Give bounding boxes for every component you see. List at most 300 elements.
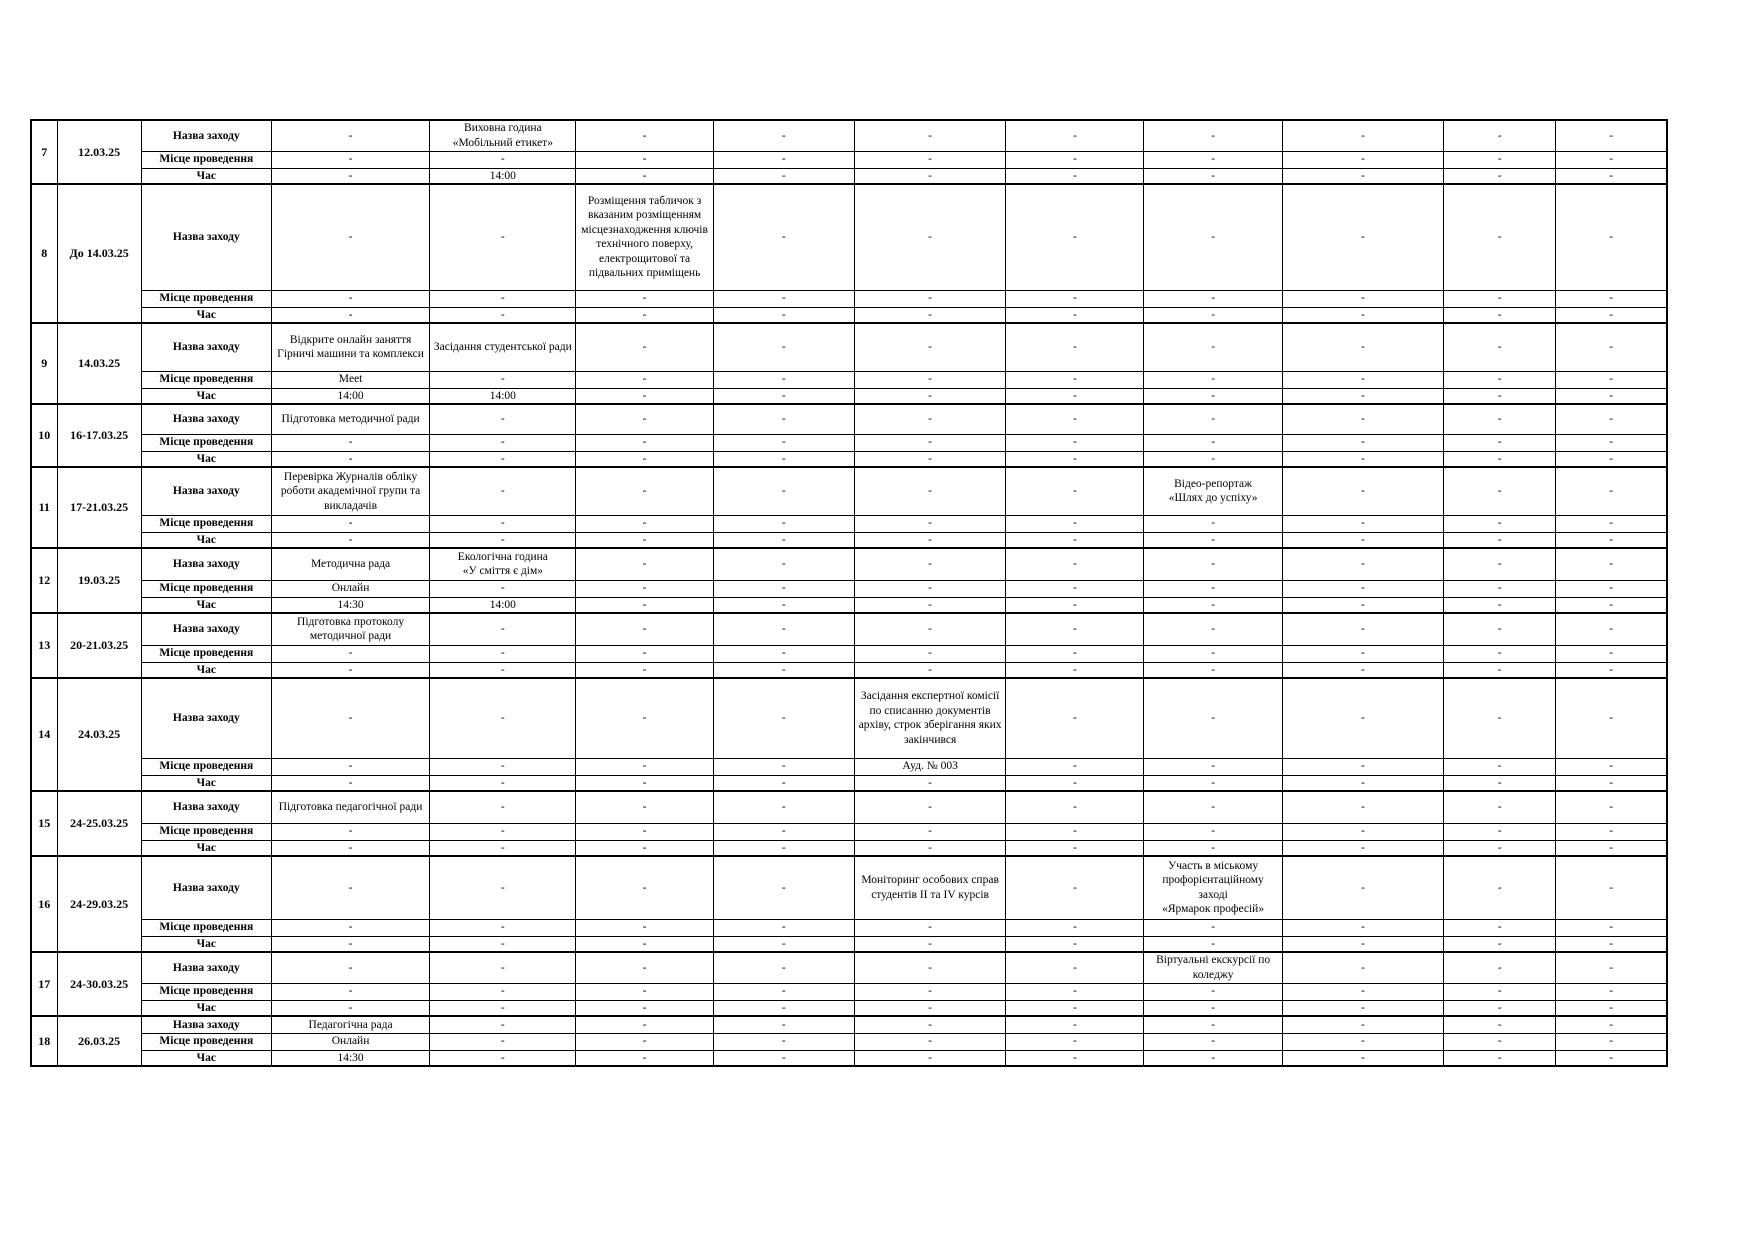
table-cell: - <box>1006 662 1144 678</box>
row-label-time: Час <box>141 840 271 856</box>
row-number: 18 <box>31 1016 57 1066</box>
row-label-time: Час <box>141 662 271 678</box>
table-cell: - <box>1144 791 1282 823</box>
table-cell: - <box>576 662 713 678</box>
table-cell: - <box>1282 515 1443 532</box>
table-cell: - <box>271 290 429 307</box>
table-cell: - <box>713 936 854 952</box>
table-cell: - <box>1444 678 1556 758</box>
table-cell: - <box>1556 532 1667 548</box>
table-cell: Розміщення табличок з вказаним розміщенням місцезнаходження ключів технічного поверху, електрощитової та підвальних приміщень <box>576 184 713 290</box>
table-cell: - <box>1556 184 1667 290</box>
table-cell: - <box>1282 823 1443 840</box>
table-cell: - <box>1282 532 1443 548</box>
table-cell: - <box>1144 404 1282 434</box>
table-cell: - <box>1556 1016 1667 1033</box>
table-cell: - <box>1556 791 1667 823</box>
table-row-time <box>31 388 1667 404</box>
row-label-name: Назва заходу <box>141 323 271 371</box>
table-cell: - <box>854 404 1005 434</box>
table-cell: - <box>713 451 854 467</box>
table-cell: - <box>1144 388 1282 404</box>
table-cell: - <box>430 936 576 952</box>
table-cell: - <box>430 775 576 791</box>
table-cell: - <box>1282 371 1443 388</box>
table-cell: - <box>430 856 576 919</box>
table-cell: - <box>1282 151 1443 168</box>
table-cell: - <box>1444 791 1556 823</box>
table-cell: - <box>1282 580 1443 597</box>
table-cell: - <box>430 645 576 662</box>
table-cell: - <box>430 451 576 467</box>
table-row-time <box>31 775 1667 791</box>
table-cell: Екологічна година «У сміття є дім» <box>430 548 576 580</box>
table-cell: - <box>713 307 854 323</box>
table-cell: - <box>576 758 713 775</box>
table-cell: Підготовка педагогічної ради <box>271 791 429 823</box>
row-label-place: Місце проведення <box>141 1033 271 1050</box>
table-cell: - <box>430 983 576 1000</box>
table-cell: - <box>1444 548 1556 580</box>
table-cell: - <box>1282 662 1443 678</box>
table-cell: - <box>1144 840 1282 856</box>
table-cell: - <box>854 371 1005 388</box>
table-row-place <box>31 371 1667 388</box>
table-cell: - <box>1556 323 1667 371</box>
table-cell: Meet <box>271 371 429 388</box>
table-cell: - <box>576 1000 713 1016</box>
table-cell: Педагогічна рада <box>271 1016 429 1033</box>
table-cell: Засідання студентської ради <box>430 323 576 371</box>
table-cell: - <box>1144 548 1282 580</box>
row-number: 17 <box>31 952 57 1016</box>
table-cell: - <box>1282 184 1443 290</box>
table-cell: - <box>1282 840 1443 856</box>
table-cell: - <box>576 678 713 758</box>
table-cell: 14:00 <box>430 168 576 184</box>
table-cell: - <box>1006 151 1144 168</box>
table-cell: - <box>1144 645 1282 662</box>
table-cell: - <box>1144 758 1282 775</box>
table-cell: - <box>1556 151 1667 168</box>
table-row-place <box>31 580 1667 597</box>
table-cell: - <box>1556 856 1667 919</box>
table-cell: - <box>576 775 713 791</box>
table-row-place <box>31 823 1667 840</box>
table-cell: - <box>1444 434 1556 451</box>
table-cell: - <box>430 371 576 388</box>
table-cell: - <box>1006 1050 1144 1066</box>
table-cell: - <box>576 371 713 388</box>
table-cell: - <box>430 840 576 856</box>
table-cell: Онлайн <box>271 580 429 597</box>
table-cell: - <box>713 580 854 597</box>
table-cell: - <box>1006 758 1144 775</box>
table-cell: - <box>1006 580 1144 597</box>
row-label-place: Місце проведення <box>141 151 271 168</box>
table-cell: - <box>1556 1050 1667 1066</box>
table-cell: - <box>1556 290 1667 307</box>
row-label-name: Назва заходу <box>141 952 271 983</box>
table-cell: - <box>1006 323 1144 371</box>
table-cell: - <box>1006 290 1144 307</box>
table-cell: - <box>854 597 1005 613</box>
table-row-time <box>31 597 1667 613</box>
table-cell: - <box>854 388 1005 404</box>
table-cell: - <box>271 184 429 290</box>
table-cell: - <box>713 323 854 371</box>
row-date: 14.03.25 <box>57 323 141 404</box>
table-cell: - <box>854 290 1005 307</box>
table-row-name <box>31 678 1667 758</box>
table-cell: - <box>1556 404 1667 434</box>
row-date: 24-30.03.25 <box>57 952 141 1016</box>
row-number: 13 <box>31 613 57 678</box>
table-cell: - <box>271 645 429 662</box>
table-row-place <box>31 919 1667 936</box>
table-cell: - <box>854 580 1005 597</box>
table-cell: - <box>1282 388 1443 404</box>
table-cell: - <box>1006 184 1144 290</box>
table-cell: - <box>1006 451 1144 467</box>
table-cell: - <box>271 936 429 952</box>
table-cell: - <box>854 919 1005 936</box>
table-cell: - <box>1556 168 1667 184</box>
table-cell: - <box>1006 613 1144 645</box>
row-number: 9 <box>31 323 57 404</box>
table-cell: - <box>854 613 1005 645</box>
row-label-name: Назва заходу <box>141 467 271 515</box>
table-cell: - <box>1006 532 1144 548</box>
table-cell: - <box>713 840 854 856</box>
row-label-name: Назва заходу <box>141 548 271 580</box>
table-cell: - <box>1444 936 1556 952</box>
table-cell: - <box>713 515 854 532</box>
row-label-name: Назва заходу <box>141 404 271 434</box>
table-cell: - <box>1282 791 1443 823</box>
table-cell: - <box>576 548 713 580</box>
table-cell: - <box>713 597 854 613</box>
row-label-place: Місце проведення <box>141 983 271 1000</box>
table-row-place <box>31 290 1667 307</box>
table-cell: - <box>1282 758 1443 775</box>
table-cell: - <box>430 613 576 645</box>
table-row-name <box>31 184 1667 290</box>
table-cell: - <box>854 1000 1005 1016</box>
table-cell: - <box>430 467 576 515</box>
table-cell: Відкрите онлайн заняття Гірничі машини та комплекси <box>271 323 429 371</box>
row-label-time: Час <box>141 388 271 404</box>
table-row-place <box>31 151 1667 168</box>
table-cell: - <box>1144 532 1282 548</box>
table-cell: - <box>430 823 576 840</box>
table-cell: - <box>1556 451 1667 467</box>
row-label-time: Час <box>141 597 271 613</box>
table-cell: - <box>713 151 854 168</box>
table-cell: - <box>1144 823 1282 840</box>
table-cell: - <box>576 983 713 1000</box>
table-cell: - <box>430 290 576 307</box>
table-cell: - <box>1444 184 1556 290</box>
table-cell: - <box>1144 662 1282 678</box>
table-cell: - <box>430 758 576 775</box>
table-cell: - <box>1282 323 1443 371</box>
table-cell: - <box>1006 1033 1144 1050</box>
table-cell: - <box>854 936 1005 952</box>
row-label-time: Час <box>141 1050 271 1066</box>
table-cell: - <box>1556 919 1667 936</box>
table-cell: - <box>576 120 713 151</box>
table-cell: - <box>854 952 1005 983</box>
table-cell: - <box>1282 307 1443 323</box>
table-cell: - <box>271 151 429 168</box>
table-cell: - <box>576 919 713 936</box>
row-label-time: Час <box>141 451 271 467</box>
table-cell: Підготовка методичної ради <box>271 404 429 434</box>
table-cell: - <box>576 1016 713 1033</box>
table-cell: - <box>1444 645 1556 662</box>
table-cell: - <box>1556 548 1667 580</box>
table-cell: - <box>1556 840 1667 856</box>
table-cell: - <box>1144 983 1282 1000</box>
table-cell: - <box>1144 434 1282 451</box>
table-cell: - <box>713 548 854 580</box>
table-cell: - <box>1282 936 1443 952</box>
table-cell: - <box>854 1033 1005 1050</box>
table-row-place <box>31 758 1667 775</box>
table-cell: - <box>713 467 854 515</box>
table-cell: - <box>1444 597 1556 613</box>
row-label-time: Час <box>141 168 271 184</box>
table-cell: - <box>430 515 576 532</box>
row-date: 17-21.03.25 <box>57 467 141 548</box>
table-cell: - <box>713 983 854 1000</box>
row-label-name: Назва заходу <box>141 120 271 151</box>
table-cell: - <box>576 307 713 323</box>
table-cell: - <box>854 662 1005 678</box>
table-cell: Моніторинг особових справ студентів ІІ та ІV курсів <box>854 856 1005 919</box>
table-cell: - <box>576 952 713 983</box>
row-label-name: Назва заходу <box>141 1016 271 1033</box>
events-schedule-table <box>30 119 1668 1067</box>
table-cell: - <box>1144 307 1282 323</box>
table-cell: - <box>430 1033 576 1050</box>
table-cell: - <box>1556 307 1667 323</box>
table-cell: - <box>1444 758 1556 775</box>
table-cell: - <box>1282 1000 1443 1016</box>
table-cell: - <box>1282 952 1443 983</box>
table-cell: - <box>1444 451 1556 467</box>
table-row-time <box>31 1050 1667 1066</box>
table-cell: - <box>713 823 854 840</box>
table-cell: - <box>1144 120 1282 151</box>
table-cell: - <box>713 1016 854 1033</box>
table-row-name <box>31 467 1667 515</box>
table-cell: - <box>1144 323 1282 371</box>
table-cell: - <box>713 919 854 936</box>
table-cell: - <box>1282 856 1443 919</box>
row-number: 8 <box>31 184 57 323</box>
table-cell: - <box>1444 467 1556 515</box>
table-cell: - <box>1444 307 1556 323</box>
table-cell: - <box>1006 120 1144 151</box>
row-label-place: Місце проведення <box>141 580 271 597</box>
table-cell: - <box>1006 678 1144 758</box>
table-cell: - <box>1444 404 1556 434</box>
table-cell: - <box>1282 1016 1443 1033</box>
table-cell: - <box>1282 120 1443 151</box>
table-cell: - <box>1282 290 1443 307</box>
table-cell: - <box>576 451 713 467</box>
table-cell: - <box>713 388 854 404</box>
table-cell: - <box>713 168 854 184</box>
table-cell: - <box>854 1050 1005 1066</box>
row-label-place: Місце проведення <box>141 919 271 936</box>
table-cell: - <box>1144 613 1282 645</box>
table-cell: - <box>854 1016 1005 1033</box>
table-cell: - <box>1444 388 1556 404</box>
table-cell: - <box>1006 823 1144 840</box>
row-label-time: Час <box>141 1000 271 1016</box>
row-date: 12.03.25 <box>57 120 141 184</box>
table-cell: - <box>576 168 713 184</box>
table-cell: - <box>430 307 576 323</box>
table-cell: - <box>854 791 1005 823</box>
table-cell: - <box>271 120 429 151</box>
table-cell: - <box>1006 1000 1144 1016</box>
table-cell: - <box>576 936 713 952</box>
table-cell: - <box>430 1016 576 1033</box>
row-date: 24-25.03.25 <box>57 791 141 856</box>
table-cell: - <box>1444 1016 1556 1033</box>
table-cell: - <box>1444 952 1556 983</box>
table-cell: - <box>1556 1000 1667 1016</box>
table-cell: - <box>1556 952 1667 983</box>
table-cell: - <box>1556 515 1667 532</box>
row-label-name: Назва заходу <box>141 678 271 758</box>
table-cell: - <box>1444 168 1556 184</box>
table-cell: - <box>1282 548 1443 580</box>
row-number: 11 <box>31 467 57 548</box>
table-cell: 14:30 <box>271 1050 429 1066</box>
table-cell: Засідання експертної комісії по списанню документів архіву, строк зберігання яких закінчився <box>854 678 1005 758</box>
row-label-place: Місце проведення <box>141 515 271 532</box>
row-label-place: Місце проведення <box>141 290 271 307</box>
table-cell: - <box>1282 983 1443 1000</box>
table-cell: - <box>854 823 1005 840</box>
table-cell: - <box>576 515 713 532</box>
row-date: 20-21.03.25 <box>57 613 141 678</box>
table-cell: - <box>271 434 429 451</box>
table-row-name <box>31 613 1667 645</box>
table-cell: - <box>854 120 1005 151</box>
table-row-name <box>31 323 1667 371</box>
table-cell: - <box>1006 840 1144 856</box>
row-label-name: Назва заходу <box>141 184 271 290</box>
table-cell: - <box>271 1000 429 1016</box>
table-cell: - <box>713 1000 854 1016</box>
table-cell: - <box>430 151 576 168</box>
row-number: 15 <box>31 791 57 856</box>
table-cell: - <box>854 548 1005 580</box>
table-cell: - <box>1006 952 1144 983</box>
table-row-time <box>31 840 1667 856</box>
table-cell: Виховна година «Мобільний етикет» <box>430 120 576 151</box>
table-cell: - <box>854 323 1005 371</box>
table-cell: - <box>1144 678 1282 758</box>
table-cell: Відео-репортаж «Шлях до успіху» <box>1144 467 1282 515</box>
table-cell: - <box>1144 775 1282 791</box>
table-cell: - <box>1556 983 1667 1000</box>
table-cell: - <box>1282 451 1443 467</box>
table-cell: - <box>1444 983 1556 1000</box>
table-row-place <box>31 1033 1667 1050</box>
row-label-place: Місце проведення <box>141 758 271 775</box>
table-cell: - <box>713 1033 854 1050</box>
table-cell: - <box>1006 1016 1144 1033</box>
row-date: 24.03.25 <box>57 678 141 791</box>
table-cell: - <box>854 645 1005 662</box>
table-row-time <box>31 1000 1667 1016</box>
table-cell: - <box>1144 919 1282 936</box>
table-cell: - <box>854 151 1005 168</box>
table-cell: - <box>854 532 1005 548</box>
table-cell: - <box>1556 388 1667 404</box>
table-cell: - <box>713 758 854 775</box>
table-cell: - <box>1282 467 1443 515</box>
table-row-time <box>31 662 1667 678</box>
table-cell: - <box>713 434 854 451</box>
row-number: 16 <box>31 856 57 952</box>
table-cell: - <box>1444 840 1556 856</box>
table-cell: Онлайн <box>271 1033 429 1050</box>
table-cell: 14:30 <box>271 597 429 613</box>
table-cell: - <box>430 404 576 434</box>
table-cell: - <box>1006 936 1144 952</box>
table-cell: - <box>1556 758 1667 775</box>
table-cell: - <box>713 662 854 678</box>
table-cell: - <box>854 434 1005 451</box>
row-number: 12 <box>31 548 57 613</box>
table-cell: - <box>1556 823 1667 840</box>
row-label-place: Місце проведення <box>141 645 271 662</box>
table-cell: - <box>1144 168 1282 184</box>
table-cell: Віртуальні екскурсії по коледжу <box>1144 952 1282 983</box>
table-cell: - <box>271 515 429 532</box>
table-cell: - <box>1556 936 1667 952</box>
table-cell: - <box>854 451 1005 467</box>
table-row-place <box>31 515 1667 532</box>
table-cell: - <box>271 451 429 467</box>
table-cell: - <box>1282 919 1443 936</box>
table-cell: - <box>576 151 713 168</box>
table-cell: - <box>854 515 1005 532</box>
row-label-name: Назва заходу <box>141 613 271 645</box>
table-row-time <box>31 168 1667 184</box>
table-cell: - <box>1006 388 1144 404</box>
table-cell: - <box>1006 371 1144 388</box>
table-cell: - <box>576 645 713 662</box>
table-cell: - <box>430 580 576 597</box>
table-cell: - <box>1444 151 1556 168</box>
table-row-time <box>31 936 1667 952</box>
table-cell: - <box>1444 775 1556 791</box>
table-cell: - <box>1006 645 1144 662</box>
table-row-name <box>31 548 1667 580</box>
table-cell: - <box>1282 597 1443 613</box>
table-cell: - <box>576 323 713 371</box>
table-row-time <box>31 307 1667 323</box>
